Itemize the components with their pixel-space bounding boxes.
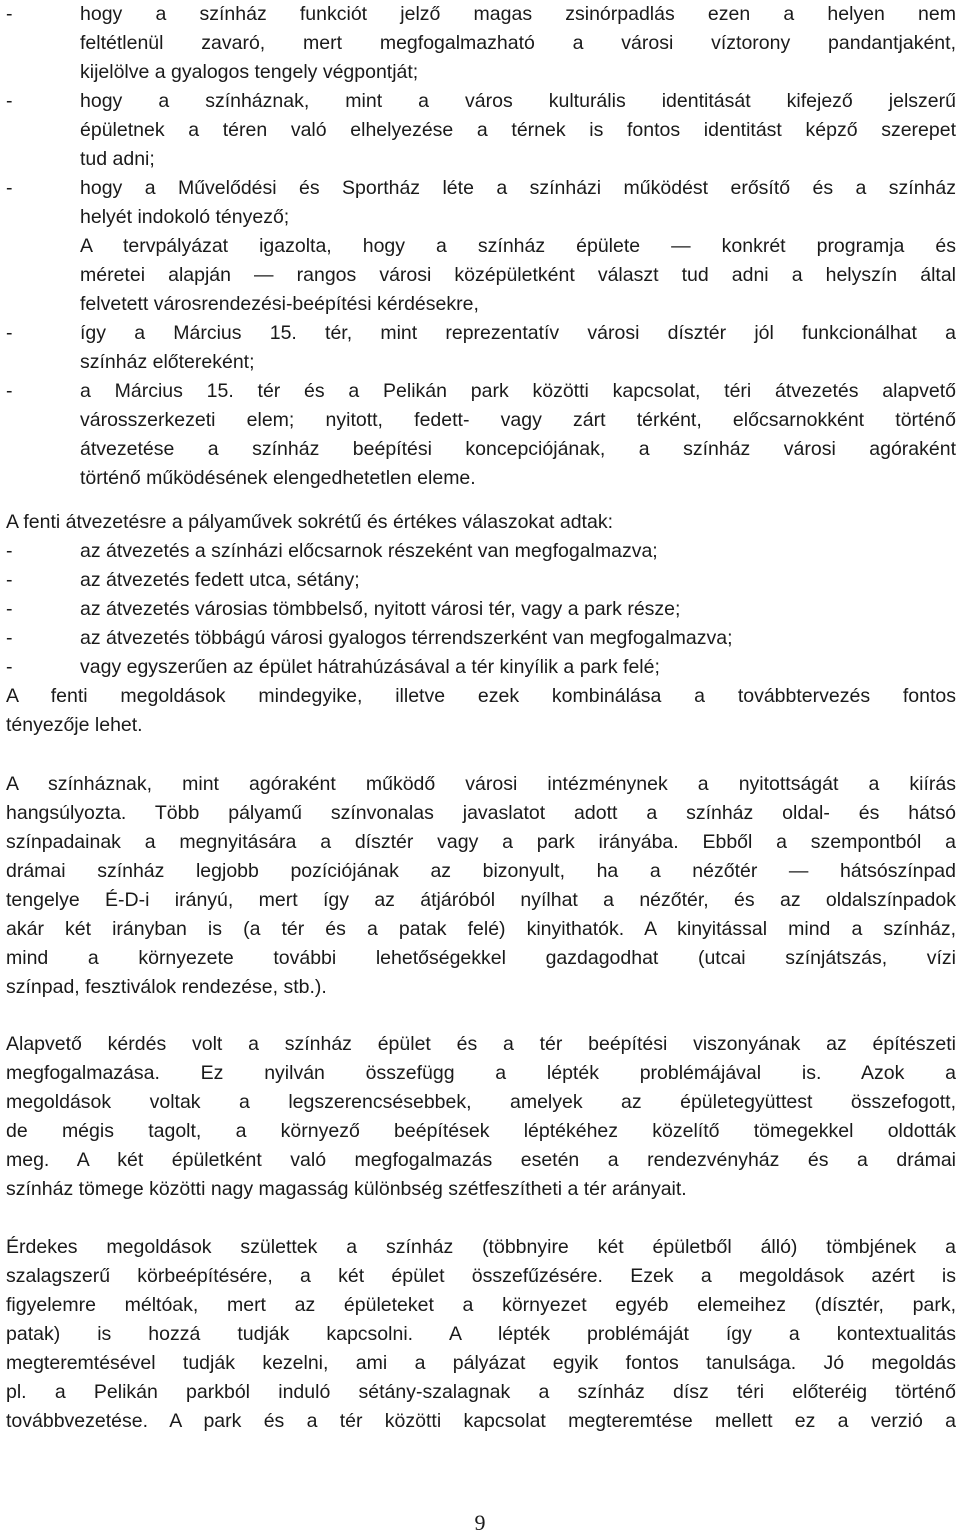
continuation-line: kijelölve a gyalogos tengely végpontját; bbox=[80, 61, 419, 83]
list-item bbox=[6, 174, 956, 203]
paragraph-line: mind a környezete további lehetőségekkel gazdagodhat (utcai színjátszás, vízi bbox=[6, 947, 956, 969]
continuation-line: A tervpályázat igazolta, hogy a színház épülete — konkrét programja és bbox=[80, 235, 956, 257]
continuation-line: méretei alapján — rangos városi középületként választ tud adni a helyszín által bbox=[80, 264, 956, 286]
paragraph-line: szalagszerű körbeépítésére, a két épület összefűzésére. Ezek a megoldások azért is bbox=[6, 1265, 956, 1287]
paragraph-openness bbox=[6, 770, 956, 1002]
list-block-requirements bbox=[6, 0, 956, 493]
continuation-line: színház előtereként; bbox=[80, 351, 255, 373]
paragraph-line: patak) is hozzá tudják kapcsolni. A lépték problémáját így a kontextualitás bbox=[6, 1323, 956, 1345]
continuation-line: feltétlenül zavaró, mert megfogalmazható a városi víztorony pandantjaként, bbox=[80, 32, 956, 54]
list-bullet-dash: - bbox=[6, 598, 13, 620]
list-item-text: a Március 15. tér és a Pelikán park közötti kapcsolat, téri átvezetés alapvető bbox=[80, 380, 956, 402]
paragraph-line: színpad, fesztiválok rendezése, stb.). bbox=[6, 976, 327, 998]
list-item-text: az átvezetés a színházi előcsarnok részeként van megfogalmazva; bbox=[80, 540, 658, 562]
continuation-line: városszerkezeti elem; nyitott, fedett- vagy zárt térként, előcsarnokként történő bbox=[80, 409, 956, 431]
paragraph-line: A fenti megoldások mindegyike, illetve ezek kombinálása a továbbtervezés fontos bbox=[6, 685, 956, 707]
list-item-text: így a Március 15. tér, mint reprezentatív városi dísztér jól funkcionálhat a bbox=[80, 322, 956, 344]
paragraph-answers bbox=[6, 508, 956, 740]
list-item-text: az átvezetés fedett utca, sétány; bbox=[80, 569, 360, 591]
list-item-text: hogy a Művelődési és Sportház léte a színházi működést erősítő és a színház bbox=[80, 177, 956, 199]
paragraph-line: akár két irányban is (a tér és a patak felé) kinyithatók. A kinyitással mind a színház, bbox=[6, 918, 956, 940]
list-item-text: az átvezetés többágú városi gyalogos térrendszerként van megfogalmazva; bbox=[80, 627, 733, 649]
list-bullet-dash: - bbox=[6, 380, 13, 402]
paragraph-line: drámai színház legjobb pozíciójának az bizonyult, ha a nézőtér — hátsószínpad bbox=[6, 860, 956, 882]
list-item bbox=[6, 624, 956, 653]
list-bullet-dash: - bbox=[6, 569, 13, 591]
list-bullet-dash: - bbox=[6, 656, 13, 678]
paragraph-line: de mégis tagolt, a környező beépítések léptékéhez közelítő tömegekkel oldották bbox=[6, 1120, 956, 1142]
list-item-text: hogy a színház funkciót jelző magas zsinórpadlás ezen a helyen nem bbox=[80, 3, 956, 25]
list-item bbox=[6, 566, 956, 595]
paragraph-line: megoldások voltak a legszerencsésebbek, amelyek az épületegyüttest összefogott, bbox=[6, 1091, 956, 1113]
continuation-line: épületnek a téren való elhelyezése a térnek is fontos identitást képző szerepet bbox=[80, 119, 956, 141]
list-bullet-dash: - bbox=[6, 627, 13, 649]
paragraph-line: színpadainak a megnyitására a dísztér vagy a park irányába. Ebből a szempontból a bbox=[6, 831, 956, 853]
paragraph-line: továbbvezetése. A park és a tér közötti kapcsolat megteremtése mellett ez a verzió a bbox=[6, 1410, 956, 1432]
paragraph-line: Alapvető kérdés volt a színház épület és a tér beépítési viszonyának az építészeti bbox=[6, 1033, 956, 1055]
list-item bbox=[6, 319, 956, 348]
paragraph-line: pl. a Pelikán parkból induló sétány-szalagnak a színház dísz téri előteréig történő bbox=[6, 1381, 956, 1403]
paragraph-line: megfogalmazása. Ez nyilván összefügg a lépték problémájával is. Azok a bbox=[6, 1062, 956, 1084]
list-bullet-dash: - bbox=[6, 540, 13, 562]
paragraph-line: A színháznak, mint agóraként működő városi intézménynek a nyitottságát a kiírás bbox=[6, 773, 956, 795]
paragraph-line: tényezője lehet. bbox=[6, 714, 143, 736]
list-bullet-dash: - bbox=[6, 177, 13, 199]
continuation-line: átvezetése a színház beépítési koncepciójának, a színház városi agóraként bbox=[80, 438, 956, 460]
list-item bbox=[6, 87, 956, 116]
paragraph-line: Érdekes megoldások születtek a színház (többnyire két épületből álló) tömbjének a bbox=[6, 1236, 956, 1258]
list-item bbox=[6, 595, 956, 624]
paragraph-interesting-solutions bbox=[6, 1233, 956, 1436]
list-item bbox=[6, 653, 956, 682]
list-item bbox=[6, 377, 956, 406]
continuation-line: tud adni; bbox=[80, 148, 155, 170]
paragraph-line: hangsúlyozta. Több pályamű színvonalas javaslatot adott a színház oldal- és hátsó bbox=[6, 802, 956, 824]
continuation-line: felvetett városrendezési-beépítési kérdésekre, bbox=[80, 293, 479, 315]
list-item-text: az átvezetés városias tömbbelső, nyitott városi tér, vagy a park része; bbox=[80, 598, 681, 620]
list-item bbox=[6, 0, 956, 29]
paragraph-line: színház tömege közötti nagy magasság különbség szétfeszítheti a tér arányait. bbox=[6, 1178, 687, 1200]
list-item-text: vagy egyszerűen az épület hátrahúzásával a tér kinyílik a park felé; bbox=[80, 656, 660, 678]
continuation-line: helyét indokoló tényező; bbox=[80, 206, 290, 228]
paragraph-line: tengelye É-D-i irányú, mert így az átjáróból nyílhat a nézőtér, és az oldalszínpadok bbox=[6, 889, 956, 911]
paragraph-line: megteremtésével tudják kezelni, ami a pályázat egyik fontos tanulsága. Jó megoldás bbox=[6, 1352, 956, 1374]
paragraph-line: A fenti átvezetésre a pályaművek sokrétű és értékes válaszokat adtak: bbox=[6, 511, 613, 533]
list-item-text: hogy a színháznak, mint a város kulturális identitását kifejező jelszerű bbox=[80, 90, 956, 112]
list-bullet-dash: - bbox=[6, 3, 13, 25]
list-bullet-dash: - bbox=[6, 322, 13, 344]
list-bullet-dash: - bbox=[6, 90, 13, 112]
continuation-line: történő működésének elengedhetetlen eleme. bbox=[80, 467, 476, 489]
paragraph-scale bbox=[6, 1030, 956, 1204]
paragraph-line: figyelemre méltóak, mert az épületeket a környezet egyéb elemeihez (dísztér, park, bbox=[6, 1294, 956, 1316]
page-number: 9 bbox=[474, 1510, 486, 1535]
list-item bbox=[6, 537, 956, 566]
paragraph-line: meg. A két épületként való megfogalmazás esetén a rendezvényház és a drámai bbox=[6, 1149, 956, 1171]
